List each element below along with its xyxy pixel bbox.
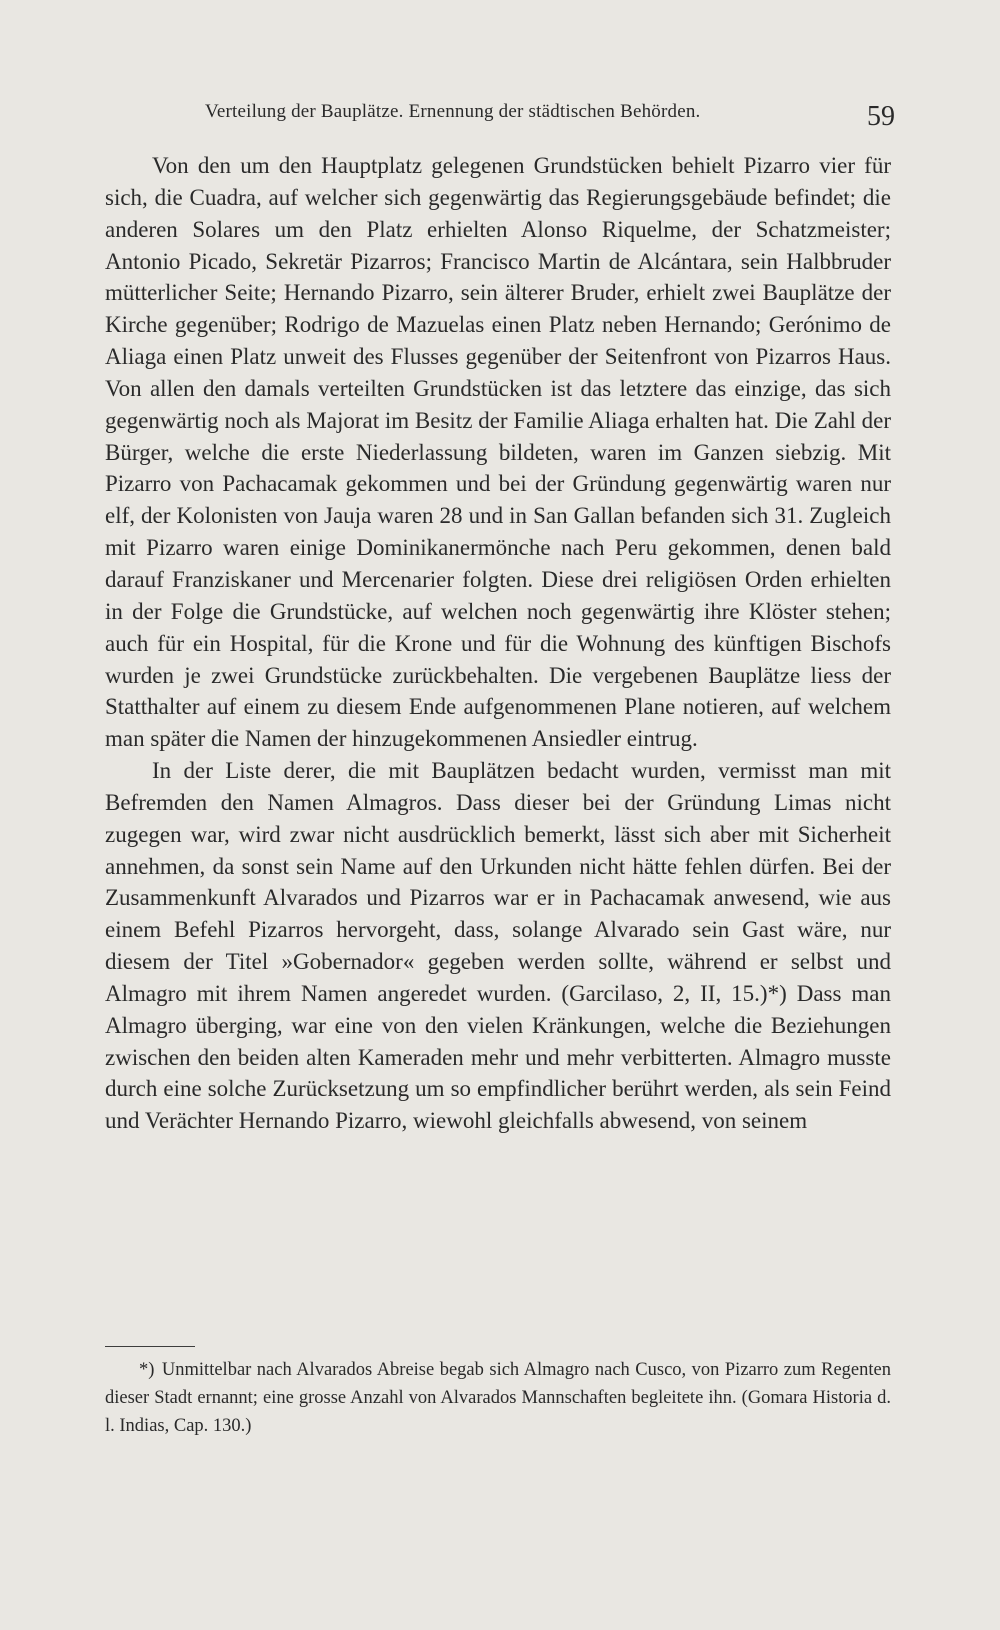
footnote (105, 1356, 891, 1440)
body-text (105, 150, 891, 1137)
footnote-divider (105, 1346, 195, 1347)
paragraph-1: Von den um den Hauptplatz gelegenen Grundstücken behielt Pizarro vier für sich, die Cuadra, auf welcher sich gegenwärtig das Regierungsgebäude befindet; die anderen Solares um den Platz erhielten Alonso Riquelme, der Schatzmeister; Antonio Picado, Sekretär Pizarros; Francisco Martin de Alcántara, sein Halbbruder mütterlicher Seite; Hernando Pizarro, sein älterer Bruder, erhielt zwei Bauplätze der Kirche gegenüber; Rodrigo de Mazuelas einen Platz neben Hernando; Gerónimo de Aliaga einen Platz unweit des Flusses gegenüber der Seitenfront von Pizarros Haus. Von allen den damals verteilten Grundstücken ist das letztere das einzige, das sich gegenwärtig noch als Majorat im Besitz der Familie Aliaga erhalten hat. Die Zahl der Bürger, welche die erste Niederlassung bildeten, waren im Ganzen siebzig. Mit Pizarro von Pachacamak gekommen und bei der Gründung gegenwärtig waren nur elf, der Kolonisten von Jauja waren 28 und in San Gallan befanden sich 31. Zugleich mit Pizarro waren einige Dominikanermönche nach Peru gekommen, denen bald darauf Franziskaner und Mercenarier folgten. Diese drei religiösen Orden erhielten in der Folge die Grundstücke, auf welchen noch gegenwärtig ihre Klöster stehen; auch für ein Hospital, für die Krone und für die Wohnung des künftigen Bischofs wurden je zwei Grundstücke zurückbehalten. Die vergebenen Bauplätze liess der Statthalter auf einem zu diesem Ende aufgenommenen Plane notieren, auf welchem man später die Namen der hinzugekommenen Ansiedler eintrug. (105, 153, 891, 752)
footnote-text: Unmittelbar nach Alvarados Abreise begab sich Almagro nach Cusco, von Pizarro zum Regenten dieser Stadt ernannt; eine grosse Anzahl von Alvarados Mannschaften begleitete ihn. (Gomara Historia d. l. Indias, Cap. 130.) (105, 1360, 891, 1436)
paragraph-2: In der Liste derer, die mit Bauplätzen bedacht wurden, vermisst man mit Befremden den Namen Almagros. Dass dieser bei der Gründung Limas nicht zugegen war, wird zwar nicht ausdrücklich bemerkt, lässt sich aber mit Sicherheit annehmen, da sonst sein Name auf den Urkunden nicht hätte fehlen dürfen. Bei der Zusammenkunft Alvarados und Pizarros war er in Pachacamak anwesend, wie aus einem Befehl Pizarros hervorgeht, dass, solange Alvarado sein Gast wäre, nur diesem der Titel »Gobernador« gegeben werden sollte, während er selbst und Almagro mit ihrem Namen angeredet wurden. (Garcilaso, 2, II, 15.)*) Dass man Almagro überging, war eine von den vielen Kränkungen, welche die Beziehungen zwischen den beiden alten Kameraden mehr und mehr verbitterten. Almagro musste durch eine solche Zurücksetzung um so empfindlicher berührt werden, als sein Feind und Verächter Hernando Pizarro, wiewohl gleichfalls abwesend, von seinem (105, 758, 891, 1134)
running-head: Verteilung der Bauplätze. Ernennung der städtischen Behörden. (205, 101, 701, 122)
footnote-marker: *) (139, 1360, 155, 1380)
page-number: 59 (867, 101, 895, 132)
page-header (105, 95, 895, 135)
